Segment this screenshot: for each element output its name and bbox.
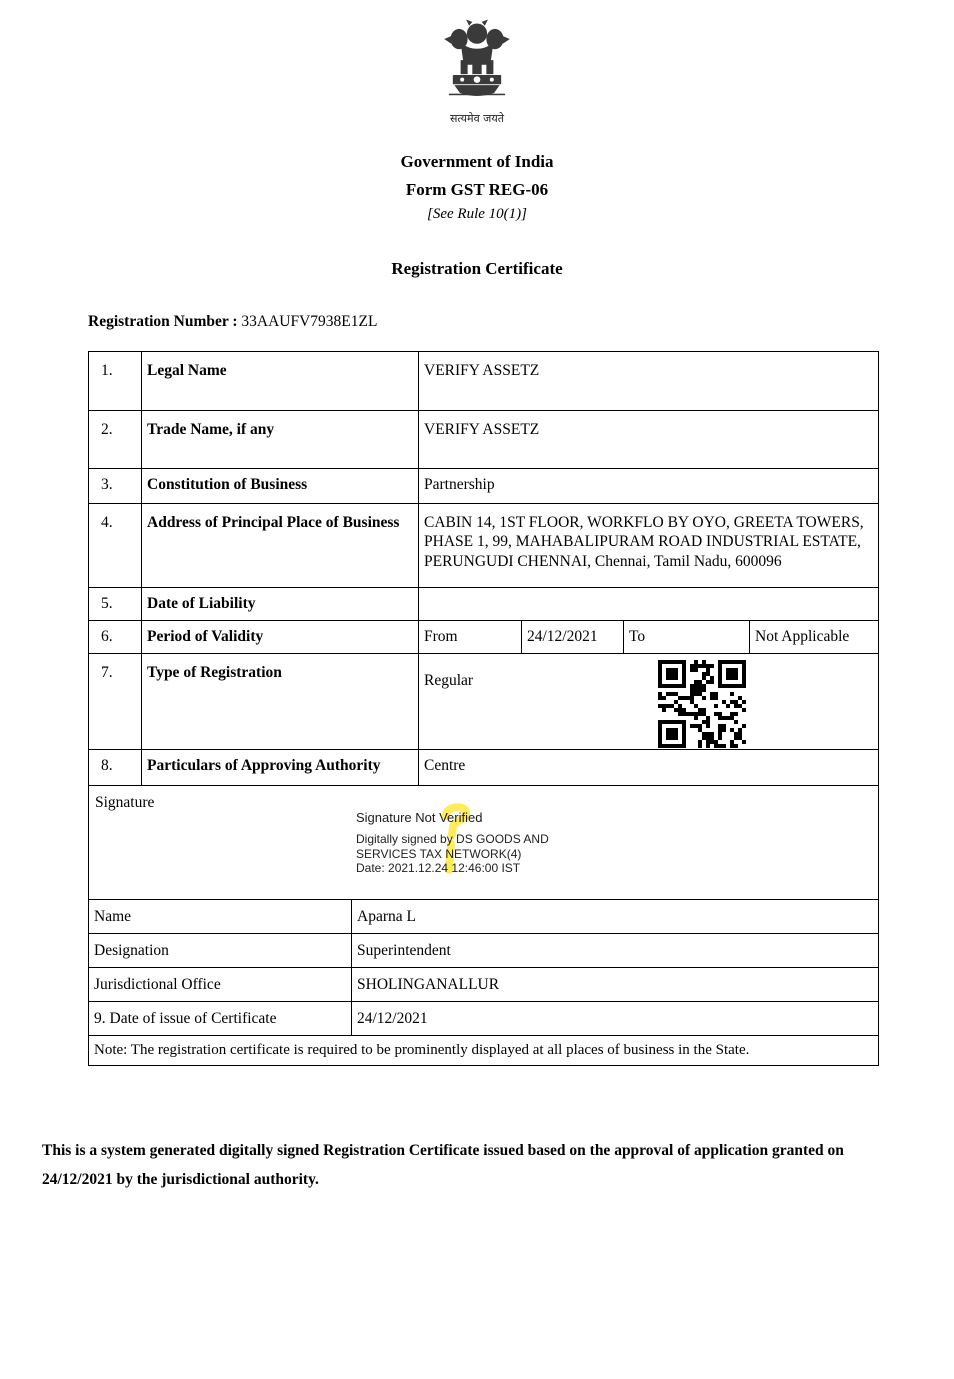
validity-to-label: To <box>623 621 749 653</box>
table-row-constitution <box>89 468 878 503</box>
registration-type-value: Regular <box>418 654 878 749</box>
signed-by-line2: SERVICES TAX NETWORK(4) <box>356 846 522 861</box>
officer-designation-label: Designation <box>94 942 169 959</box>
signature-label: Signature <box>95 794 155 811</box>
certificate-title: Registration Certificate <box>391 259 563 278</box>
registration-number-value: 33AAUFV7938E1ZL <box>241 313 378 330</box>
table-row-jurisdictional-office <box>89 967 878 1001</box>
signed-by-line1: Digitally signed by DS GOODS AND <box>356 832 549 846</box>
validity-from-label: From <box>418 621 521 653</box>
row-number: 8. <box>101 757 113 774</box>
footer-statement: This is a system generated digitally signed Registration Certificate issued based on the approval of application granted on 24/12/2021 by the jurisdictional authority. <box>42 1142 844 1189</box>
row-number: 4. <box>101 514 113 531</box>
qr-code <box>658 660 746 748</box>
table-row-date-of-liability <box>89 587 878 620</box>
government-of-india-title: Government of India <box>400 152 554 171</box>
legal-name-value: VERIFY ASSETZ <box>418 352 878 410</box>
table-row-note <box>89 1035 878 1065</box>
row-number: 3. <box>101 476 113 493</box>
signature-date-line: Date: 2021.12.24 12:46:00 IST <box>356 861 521 876</box>
row-number: 6. <box>101 628 113 645</box>
form-title: Form GST REG-06 <box>405 180 549 199</box>
row-label: Date of Liability <box>141 588 418 620</box>
row-number: 2. <box>101 421 113 438</box>
row-number: 5. <box>101 595 113 612</box>
row-label: Address of Principal Place of Business <box>141 504 418 587</box>
date-of-liability-value <box>418 588 878 620</box>
trade-name-value: VERIFY ASSETZ <box>418 411 878 468</box>
row-label: Type of Registration <box>141 654 418 749</box>
emblem-motto: सत्यमेव जयते <box>449 112 504 125</box>
qr-code-svg <box>658 660 746 748</box>
row-label: Particulars of Approving Authority <box>141 750 418 785</box>
jurisdictional-office-label: Jurisdictional Office <box>94 976 221 993</box>
table-row-trade-name <box>89 410 878 468</box>
validity-to-value: Not Applicable <box>749 621 878 653</box>
table-row-legal-name <box>89 352 878 410</box>
rule-reference: [See Rule 10(1)] <box>427 206 527 222</box>
date-of-issue-value: 24/12/2021 <box>351 1002 878 1035</box>
address-value: CABIN 14, 1ST FLOOR, WORKFLO BY OYO, GREETA TOWERS, PHASE 1, 99, MAHABALIPURAM ROAD INDUSTRIAL ESTATE, PERUNGUDI CHENNAI, Chennai, Tamil Nadu, 600096 <box>418 504 878 587</box>
signature-section <box>89 785 878 899</box>
row-label: Constitution of Business <box>141 469 418 503</box>
signature-status: Signature Not Verified <box>356 810 483 825</box>
table-row-date-of-issue <box>89 1001 878 1035</box>
constitution-value: Partnership <box>418 469 878 503</box>
date-of-issue-label: 9. Date of issue of Certificate <box>94 1010 277 1027</box>
officer-name-value: Aparna L <box>351 900 878 933</box>
approving-authority-value: Centre <box>418 750 878 785</box>
table-row-officer-name <box>89 899 878 933</box>
row-label: Legal Name <box>141 352 418 410</box>
row-label: Trade Name, if any <box>141 411 418 468</box>
table-row-officer-designation <box>89 933 878 967</box>
table-row-type-of-registration <box>89 653 878 749</box>
row-label: Period of Validity <box>141 621 418 653</box>
emblem-of-india-icon <box>438 10 516 104</box>
table-row-approving-authority <box>89 749 878 785</box>
row-number: 7. <box>101 664 113 681</box>
validity-from-value: 24/12/2021 <box>521 621 623 653</box>
officer-name-label: Name <box>94 908 132 925</box>
officer-designation-value: Superintendent <box>351 934 878 967</box>
registration-number-label: Registration Number : <box>88 313 238 330</box>
certificate-table <box>88 351 879 1066</box>
row-number: 1. <box>101 362 113 379</box>
digital-signature-block <box>356 810 549 876</box>
table-row-address <box>89 503 878 587</box>
note-text: Note: The registration certificate is required to be prominently displayed at all places of business in the State. <box>94 1042 750 1058</box>
document-header <box>0 0 954 279</box>
jurisdictional-office-value: SHOLINGANALLUR <box>351 968 878 1001</box>
table-row-period-of-validity <box>89 620 878 653</box>
registration-number-line <box>88 313 954 331</box>
